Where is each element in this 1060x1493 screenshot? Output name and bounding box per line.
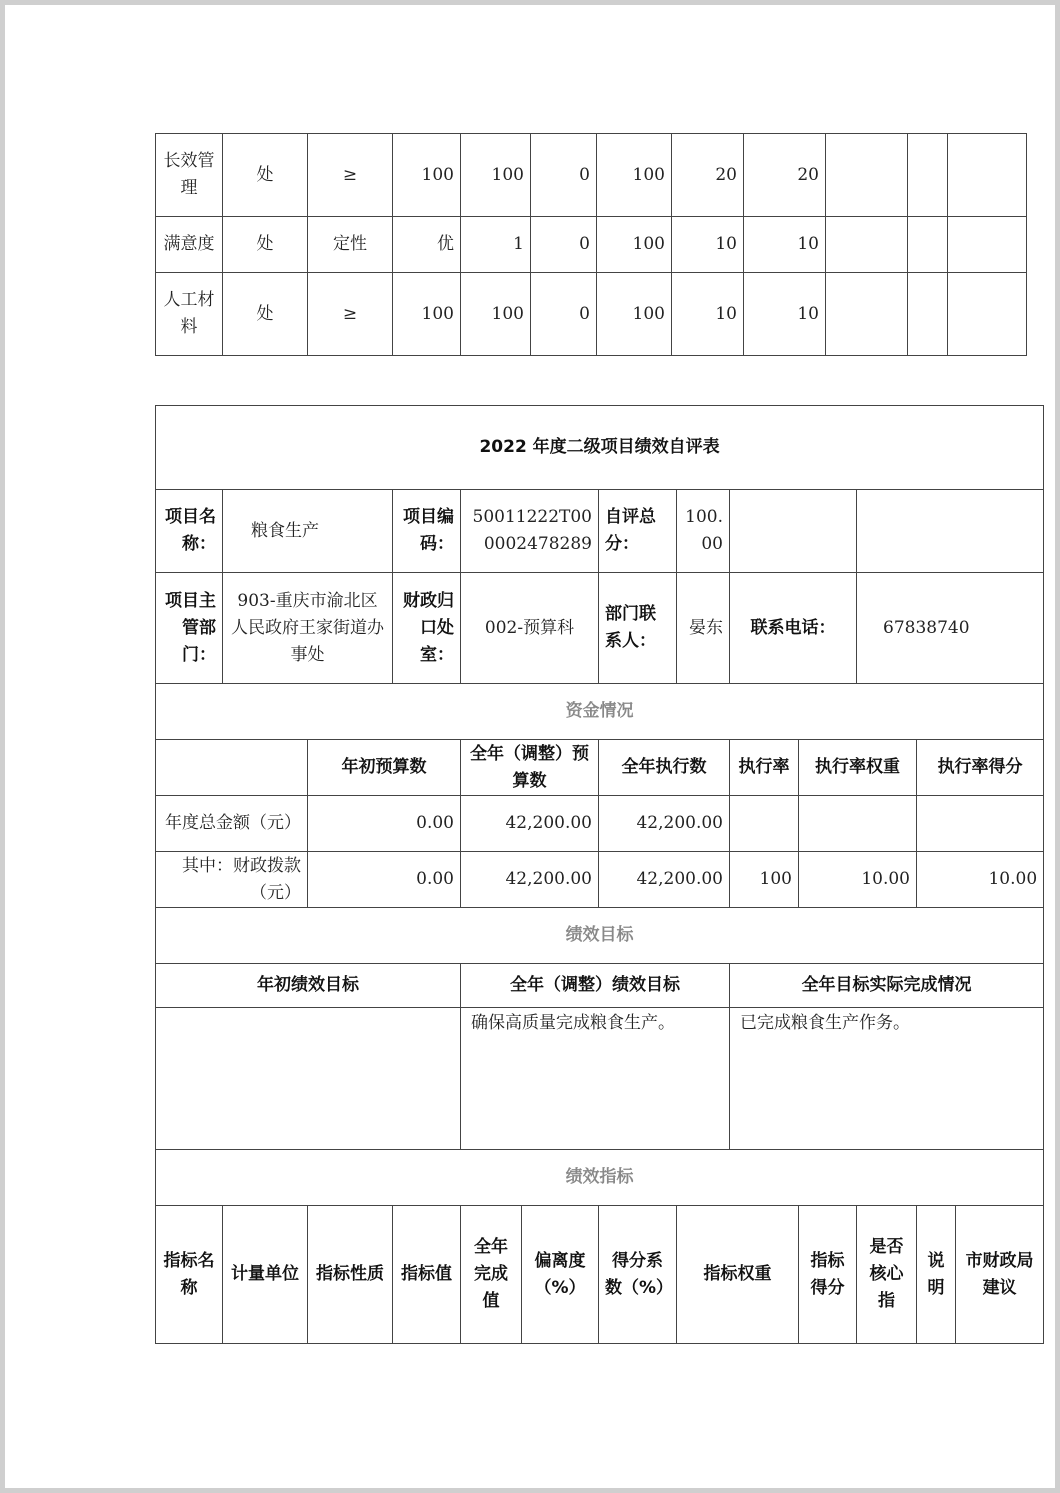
indicator-continuation-table — [155, 133, 1027, 356]
goals-section-title: 绩效目标 — [156, 908, 1044, 964]
header-executed: 全年执行数 — [599, 740, 730, 796]
project-code-value: 50011222T000002478289 — [461, 490, 599, 573]
score-cell: 10 — [744, 273, 826, 356]
table-row — [156, 1008, 1044, 1150]
table-row — [156, 490, 1044, 573]
header-indicator-name: 指标名称 — [156, 1206, 223, 1344]
rate-cell: 100 — [730, 852, 799, 908]
unit-cell: 处 — [223, 134, 308, 217]
actual-cell: 1 — [461, 217, 531, 273]
table-row — [156, 908, 1044, 964]
empty-cell — [948, 134, 1027, 217]
dept-value: 903-重庆市渝北区人民政府王家街道办事处 — [223, 573, 393, 684]
empty-cell — [948, 273, 1027, 356]
nature-cell: ≥ — [308, 273, 393, 356]
project-code-label: 项目编码： — [393, 490, 461, 573]
header-budget-adjusted: 全年（调整）预算数 — [461, 740, 599, 796]
budget-adjusted-cell: 42,200.00 — [461, 852, 599, 908]
rate-weight-cell: 10.00 — [799, 852, 917, 908]
indicator-name-cell: 长效管理 — [156, 134, 223, 217]
actual-cell: 100 — [461, 134, 531, 217]
rate-weight-cell — [799, 796, 917, 852]
header-score: 指标得分 — [799, 1206, 857, 1344]
header-goal-adjusted: 全年（调整）绩效目标 — [461, 964, 730, 1008]
header-coef: 得分系数（%） — [599, 1206, 677, 1344]
header-rate: 执行率 — [730, 740, 799, 796]
empty-cell — [826, 134, 908, 217]
weight-cell: 10 — [672, 217, 744, 273]
empty-cell — [826, 273, 908, 356]
header-rate-score: 执行率得分 — [917, 740, 1044, 796]
contact-value: 晏东 — [677, 573, 730, 684]
header-advice: 市财政局建议 — [956, 1206, 1044, 1344]
table-row — [156, 217, 1027, 273]
header-core: 是否核心指 — [857, 1206, 917, 1344]
dept-label: 项目主管部门： — [156, 573, 223, 684]
empty-cell — [908, 134, 948, 217]
weight-cell: 10 — [672, 273, 744, 356]
header-nature: 指标性质 — [308, 1206, 393, 1344]
header-actual: 全年完成值 — [461, 1206, 522, 1344]
empty-cell — [826, 217, 908, 273]
goal-adjusted-text: 确保高质量完成粮食生产。 — [461, 1008, 730, 1150]
actual-cell: 100 — [461, 273, 531, 356]
table-row — [156, 796, 1044, 852]
table-row — [156, 740, 1044, 796]
value-cell: 100 — [393, 273, 461, 356]
table-row — [156, 684, 1044, 740]
finance-office-label: 财政归口处室： — [393, 573, 461, 684]
empty-cell — [948, 217, 1027, 273]
unit-cell: 处 — [223, 217, 308, 273]
table-row — [156, 273, 1027, 356]
project-name-value: 粮食生产 — [223, 490, 393, 573]
nature-cell: 定性 — [308, 217, 393, 273]
budget-initial-cell: 0.00 — [308, 796, 461, 852]
header-goal-actual: 全年目标实际完成情况 — [730, 964, 1044, 1008]
empty-cell — [908, 217, 948, 273]
header-budget-initial: 年初预算数 — [308, 740, 461, 796]
header-value: 指标值 — [393, 1206, 461, 1344]
table-row — [156, 406, 1044, 490]
deviation-cell: 0 — [531, 273, 597, 356]
unit-cell: 处 — [223, 273, 308, 356]
table-row — [156, 1150, 1044, 1206]
empty-cell — [156, 740, 308, 796]
executed-cell: 42,200.00 — [599, 852, 730, 908]
phone-value: 67838740 — [857, 573, 1044, 684]
header-weight: 指标权重 — [677, 1206, 799, 1344]
indicator-name-cell: 满意度 — [156, 217, 223, 273]
funds-section-title: 资金情况 — [156, 684, 1044, 740]
self-score-label: 自评总分： — [599, 490, 677, 573]
self-score-value: 100.00 — [677, 490, 730, 573]
table-row — [156, 964, 1044, 1008]
contact-label: 部门联系人： — [599, 573, 677, 684]
nature-cell: ≥ — [308, 134, 393, 217]
table-row — [156, 134, 1027, 217]
indicator-name-cell: 人工材料 — [156, 273, 223, 356]
table-row — [156, 1206, 1044, 1344]
coef-cell: 100 — [597, 134, 672, 217]
value-cell: 优 — [393, 217, 461, 273]
coef-cell: 100 — [597, 217, 672, 273]
goal-actual-text: 已完成粮食生产作务。 — [730, 1008, 1044, 1150]
rate-score-cell: 10.00 — [917, 852, 1044, 908]
empty-cell — [730, 490, 857, 573]
executed-cell: 42,200.00 — [599, 796, 730, 852]
table-row — [156, 573, 1044, 684]
empty-cell — [857, 490, 1044, 573]
budget-adjusted-cell: 42,200.00 — [461, 796, 599, 852]
funds-row-label: 年度总金额（元） — [156, 796, 308, 852]
indicators-section-title: 绩效指标 — [156, 1150, 1044, 1206]
project-name-label: 项目名称： — [156, 490, 223, 573]
deviation-cell: 0 — [531, 217, 597, 273]
value-cell: 100 — [393, 134, 461, 217]
goal-initial-text — [156, 1008, 461, 1150]
score-cell: 10 — [744, 217, 826, 273]
finance-office-value: 002-预算科 — [461, 573, 599, 684]
score-cell: 20 — [744, 134, 826, 217]
header-unit: 计量单位 — [223, 1206, 308, 1344]
weight-cell: 20 — [672, 134, 744, 217]
table-row — [156, 852, 1044, 908]
coef-cell: 100 — [597, 273, 672, 356]
funds-row-label: 其中：财政拨款（元） — [156, 852, 308, 908]
empty-cell — [908, 273, 948, 356]
document-page — [5, 5, 1055, 1488]
rate-score-cell — [917, 796, 1044, 852]
form-title: 2022 年度二级项目绩效自评表 — [156, 406, 1044, 490]
phone-label: 联系电话： — [730, 573, 857, 684]
deviation-cell: 0 — [531, 134, 597, 217]
header-deviation: 偏离度（%） — [522, 1206, 599, 1344]
performance-self-evaluation-form — [155, 405, 1044, 1344]
header-note: 说明 — [917, 1206, 956, 1344]
rate-cell — [730, 796, 799, 852]
header-rate-weight: 执行率权重 — [799, 740, 917, 796]
header-goal-initial: 年初绩效目标 — [156, 964, 461, 1008]
budget-initial-cell: 0.00 — [308, 852, 461, 908]
